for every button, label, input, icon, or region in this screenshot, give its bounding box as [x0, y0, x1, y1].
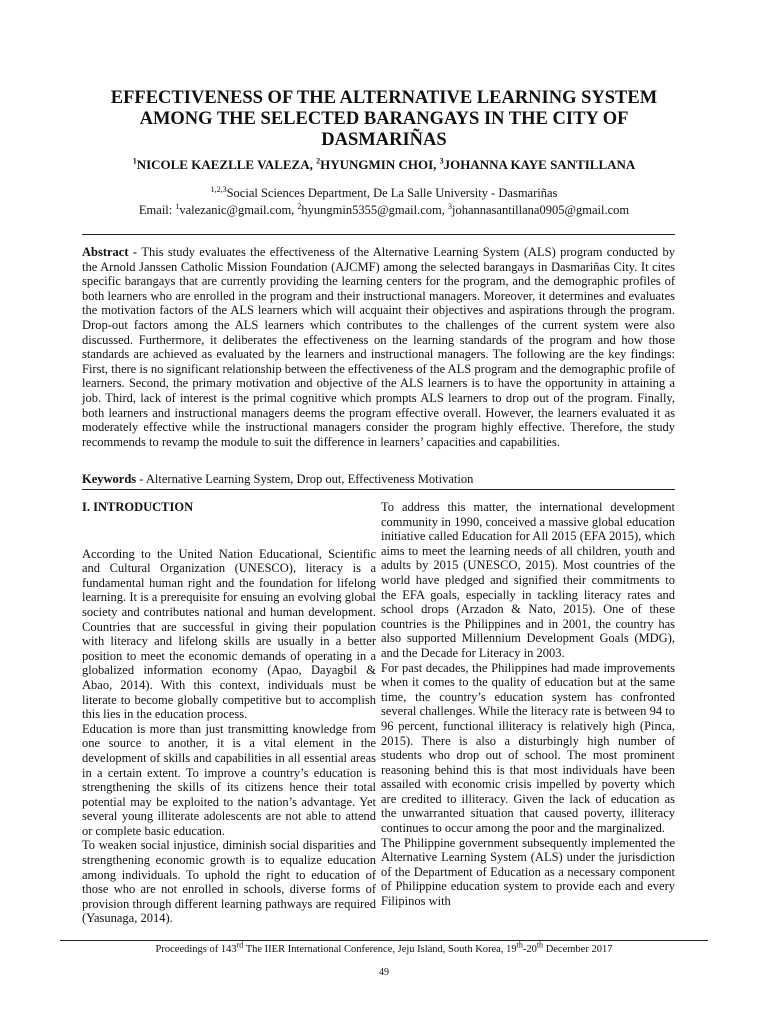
affiliation-line [60, 185, 708, 202]
footer-rule [60, 940, 708, 941]
keywords-label: Keywords [82, 472, 137, 486]
body-paragraph: Education is more than just transmitting knowledge from one source to another, it is a vital element in the development of skills and capabilities in all essential areas in a certain extent. To improve a country’s education is strengthening the skills of its citizens hence their total potential may be exploited to the nation’s advantage. Yet several young illiterate adolescents are not able to attend or complete basic education. [82, 721, 376, 838]
footer-sup: th [516, 940, 523, 950]
email-address: valezanic@gmail.com, [179, 203, 298, 217]
author-list [60, 157, 708, 173]
footer-text: December 2017 [543, 944, 613, 955]
author-name: HYUNGMIN CHOI, [320, 157, 440, 172]
proceedings-footer [60, 940, 708, 955]
abstract-label: Abstract - [82, 245, 142, 259]
author-sup: 2 [316, 156, 321, 166]
author-name: JOHANNA KAYE SANTILLANA [443, 157, 636, 172]
email-address: johannasantillana0905@gmail.com [452, 203, 630, 217]
body-paragraph: According to the United Nation Educational, Scientific and Cultural Organization (UNESCO), literacy is a fundamental human right and the foundation for lifelong learning. It is a prerequisite for ensuing an evolving global society and contributes national and human development. Countries that are successful in giving their population with literacy and lifelong skills are usually in a better position to meet the economic demands of operating in a globalized information economy (Apao, Dayagbil & Abao, 2014). With this context, individuals must be literate to become globally competitive but to accomplish this lies in the education process. [82, 546, 376, 722]
footer-text: Proceedings of 143 [155, 944, 237, 955]
body-paragraph: To address this matter, the international development community in 1990, conceived a massive global education initiative called Education for All 2015 (EFA 2015), which aims to meet the learning needs of all children, youth and adults by 2015 (UNESCO, 2015). Most countries of the world have pledged and signified their commitments to the EFA goals, especially in tackling literacy rates and school drops (Arzadon & Nato, 2015). One of these countries is the Philippines and in 2001, the country has also supported Millennium Development Goals (MDG), and the Decade for Literacy in 2003. [381, 500, 675, 660]
abstract [82, 245, 675, 449]
keywords-bottom-rule [82, 489, 675, 490]
affiliation-block [60, 185, 708, 219]
footer-sup: rd [236, 940, 244, 950]
email-sup: 2 [297, 201, 302, 211]
section-heading: I. INTRODUCTION [82, 500, 194, 514]
left-column [82, 500, 376, 926]
abstract-top-rule [82, 234, 675, 235]
right-column [381, 500, 675, 909]
email-label: Email: [138, 203, 176, 217]
footer-text: -20 [522, 944, 537, 955]
author-sup: 3 [439, 156, 444, 166]
keywords-text: - Alternative Learning System, Drop out, Effectiveness Motivation [136, 472, 474, 486]
paper-title: EFFECTIVENESS OF THE ALTERNATIVE LEARNING SYSTEM AMONG THE SELECTED BARANGAYS IN THE CITY OF DASMARIÑAS [110, 88, 658, 150]
email-line [60, 202, 708, 219]
body-paragraph: To weaken social injustice, diminish social disparities and strengthening economic growth is to equalize education among individuals. To uphold the right to education of those who are not enrolled in schools, diverse forms of provision through different learning pathways are required (Yasunaga, 2014). [82, 838, 376, 926]
affiliation-sup: 1,2,3 [210, 184, 227, 194]
body-paragraph: The Philippine government subsequently implemented the Alternative Learning System (ALS) under the jurisdiction of the Department of Education as a necessary component of Philippine education system to provide each and every Filipinos with [381, 835, 675, 909]
footer-text: The IIER International Conference, Jeju Island, South Korea, 19 [243, 944, 517, 955]
footer-sup: th [536, 940, 544, 950]
affiliation-text: Social Sciences Department, De La Salle University - Dasmariñas [226, 186, 558, 200]
author-sup: 1 [132, 156, 137, 166]
email-sup: 3 [448, 201, 452, 211]
body-paragraph: For past decades, the Philippines had made improvements when it comes to the quality of education but at the same time, the country’s education system has confronted several challenges. While the literacy rate is between 94 to 96 percent, functional illiteracy is relatively high (Pinca, 2015). There is also a disturbingly high number of students who drop out of school. The most prominent reasoning behind this is that most individuals have been assailed with economic crisis impelled by poverty which are credited to illiteracy. Given the lack of education as the unwarranted situation that caused poverty, illiteracy continues to occur among the poor and the marginalized. [381, 660, 675, 836]
page-number: 49 [379, 967, 389, 978]
abstract-text: This study evaluates the effectiveness of the Alternative Learning System (ALS) program conducted by the Arnold Janssen Catholic Mission Foundation (AJCMF) among the selected barangays in Dasmariñas City. It cites specific barangays that are currently providing the learning centers for the program, and the demographic profiles of both learners who are enrolled in the program and their instructional managers. Moreover, it determines and evaluates the motivation factors of the ALS learners which will acquaint their objectives and aspirations through the program. Drop-out factors among the ALS learners which contributes to the challenges of the current system were also discussed. Furthermore, it deliberates the effectiveness on the learning standards of the program and how those standards are achieved as evaluated by the learners and instructional managers. The following are the key findings: First, there is no significant relationship between the effectiveness of the ALS program and the demographic profile of learners. Second, the primary motivation and objective of the ALS learners is to have the opportunity in attaining a job. Third, lack of interest is the primal cognitive which prompts ALS learners to drop out of the program. Finally, both learners and instructional managers deems the program effective overall. However, the learners evaluated it as moderately effective while the instructional managers consider the program highly effective. Therefore, the study recommends to revamp the module to suit the difference in learners’ capacities and capabilities. [82, 245, 675, 449]
email-address: hyungmin5355@gmail.com, [301, 203, 448, 217]
author-name: NICOLE KAEZLLE VALEZA, [136, 157, 317, 172]
keywords [82, 472, 675, 487]
email-sup: 1 [175, 201, 180, 211]
